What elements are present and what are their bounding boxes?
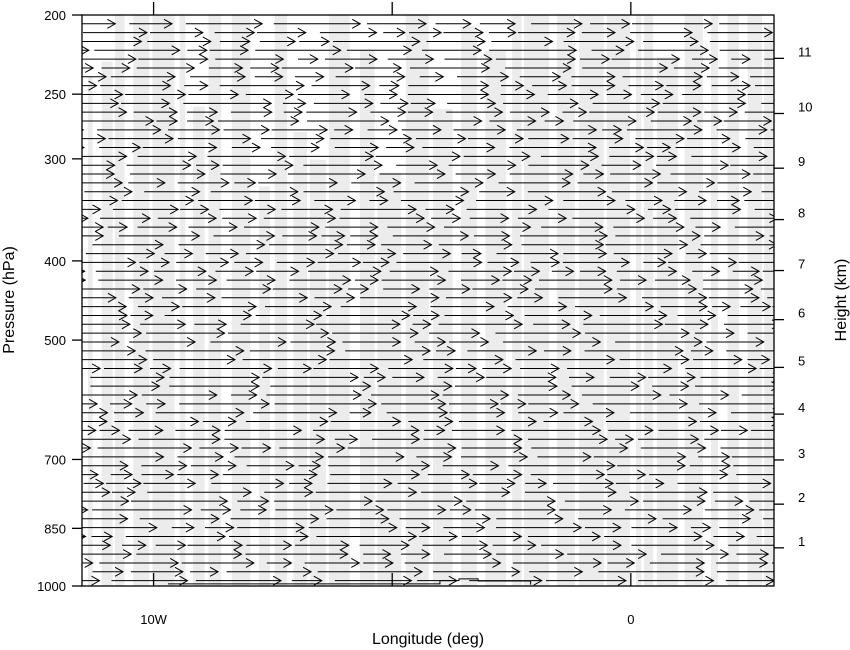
- mask-stripe: [406, 15, 429, 586]
- mask-stripe: [607, 15, 630, 586]
- pressure-tick-label: 200: [44, 8, 66, 23]
- height-tick-label: 11: [798, 44, 812, 60]
- pressure-tick-label: 400: [44, 253, 66, 269]
- mask-stripe: [88, 76, 93, 586]
- mask-stripe: [180, 15, 186, 586]
- mask-stripe: [293, 132, 307, 586]
- height-tick-label: 6: [798, 305, 806, 321]
- mask-stripe: [133, 15, 149, 586]
- mask-stripe: [644, 15, 653, 586]
- mask-stripe: [275, 15, 287, 586]
- pressure-tick-label: 1000: [37, 579, 66, 594]
- mask-stripe: [557, 15, 575, 586]
- height-tick-label: 7: [798, 256, 806, 272]
- mask-stripe: [259, 186, 270, 586]
- mask-stripe: [232, 15, 251, 586]
- mask-stripe: [329, 15, 350, 586]
- mask-stripe: [152, 15, 174, 586]
- x-tick-label: 10W: [140, 612, 167, 627]
- x-axis-title: Longitude (deg): [371, 631, 485, 648]
- right-axis-title: Height (km): [833, 258, 850, 342]
- height-tick-label: 10: [798, 99, 813, 115]
- pressure-tick-label: 700: [44, 452, 66, 468]
- mask-stripe: [115, 15, 124, 586]
- mask-stripe: [727, 15, 739, 586]
- pressure-tick-label: 300: [44, 151, 66, 167]
- pressure-tick-label: 250: [44, 87, 66, 103]
- left-axis-title: Pressure (hPa): [1, 246, 18, 354]
- mask-stripe: [193, 107, 205, 586]
- pressure-tick-label: 500: [44, 333, 66, 349]
- x-tick-label: 0: [627, 612, 635, 627]
- mask-stripe: [512, 15, 521, 586]
- height-tick-label: 1: [798, 533, 806, 549]
- mask-stripe: [657, 57, 678, 586]
- mask-stripe: [711, 15, 718, 586]
- height-tick-label: 2: [798, 490, 806, 506]
- height-tick-label: 4: [798, 400, 806, 416]
- mask-stripe: [685, 15, 703, 586]
- height-tick-label: 5: [798, 353, 806, 369]
- height-tick-label: 9: [798, 154, 806, 170]
- mask-stripe: [579, 15, 604, 586]
- pressure-tick-label: 850: [44, 521, 66, 537]
- height-tick-label: 8: [798, 205, 806, 221]
- height-tick-label: 3: [798, 445, 806, 461]
